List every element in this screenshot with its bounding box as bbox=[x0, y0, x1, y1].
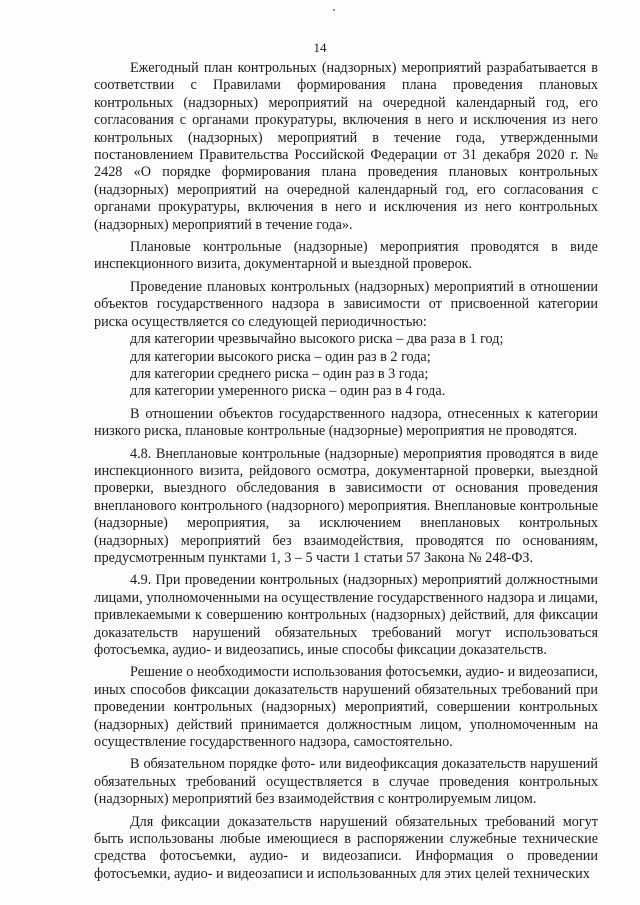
body-text bbox=[94, 60, 598, 883]
list-item-moderate-risk: для категории умеренного риска – один раз в 4 года. bbox=[130, 383, 446, 400]
paragraph-4-8: 4.8. Внеплановые контрольные (надзорные) мероприятия проводятся в виде инспекционного визита, рейдового осмотра, документарной проверки, выездной проверки, выездного обследования в зависимости от основания проведения внепланового контрольного (надзорного) мероприятия. Внеплановые контрольные (надзорные) мероприятия, за исключением внеплановых контрольных (надзорных) мероприятий без взаимодействия, проводятся по основаниям, предусмотренным пунктами 1, 3 – 5 части 1 статьи 57 Закона № 248-ФЗ. bbox=[94, 445, 598, 566]
list-item-medium-risk: для категории среднего риска – один раз в 3 года; bbox=[130, 365, 429, 382]
list-item-extreme-risk: для категории чрезвычайно высокого риска – два раза в 1 год; bbox=[130, 331, 504, 348]
paragraph-technical-means: Для фиксации доказательств нарушений обязательных требований могут быть использованы любые имеющиеся в распоряжении служебные технические средства фотосъемки, аудио- и видеозаписи. Информация о проведении фотосъемки, аудио- и видеозаписи и использованных для этих целей технических bbox=[94, 813, 598, 882]
paragraph-planned-forms: Плановые контрольные (надзорные) мероприятия проводятся в виде инспекционного визита, документарной и выездной проверок. bbox=[94, 239, 598, 273]
paragraph-low-risk: В отношении объектов государственного надзора, отнесенных к категории низкого риска, плановые контрольные (надзорные) мероприятия не проводятся. bbox=[94, 405, 598, 440]
paragraph-periodicity: Проведение плановых контрольных (надзорных) мероприятий в отношении объектов государственного надзора в зависимости от присвоенной категории риска осуществляется со следующей периодичностью: bbox=[94, 278, 598, 330]
list-item-high-risk: для категории высокого риска – один раз в 2 года; bbox=[130, 348, 431, 365]
paragraph-4-9: 4.9. При проведении контрольных (надзорных) мероприятий должностными лицами, уполномоченными на осуществление государственного надзора и лицами, привлекаемыми к совершению контрольных (надзорных) действий, для фиксации доказательств нарушений обязательных требований могут использоваться фотосъемка, аудио- и видеозапись, иные способы фиксации доказательств. bbox=[94, 572, 598, 658]
paragraph-decision: Решение о необходимости использования фотосъемки, аудио- и видеозаписи, иных способов фиксации доказательств нарушений обязательных требований при проведении контрольных (надзорных) мероприятий, совершении контрольных (надзорных) действий принимается должностным лицом, уполномоченным на осуществление государственного надзора, самостоятельно. bbox=[94, 664, 598, 751]
page-number: 14 bbox=[313, 40, 327, 55]
scan-speck bbox=[333, 9, 335, 11]
paragraph-annual-plan: Ежегодный план контрольных (надзорных) мероприятий разрабатывается в соответствии с Правилами формирования плана проведения плановых контрольных (надзорных) мероприятий на очередной календарный год, его согласования с органами прокуратуры, включения в него и исключения из него контрольных (надзорных) мероприятий в течение года, утвержденными постановлением Правительства Российской Федерации от 31 декабря 2020 г. № 2428 «О порядке формирования плана проведения плановых контрольных (надзорных) мероприятий на очередной календарный год, его согласования с органами прокуратуры, включения в него и исключения из него контрольных (надзорных) мероприятий в течение года». bbox=[94, 60, 598, 233]
paragraph-mandatory-fixation: В обязательном порядке фото- или видеофиксация доказательств нарушений обязательных требований осуществляется в случае проведения контрольных (надзорных) мероприятий без взаимодействия с контролируемым лицом. bbox=[94, 756, 598, 808]
